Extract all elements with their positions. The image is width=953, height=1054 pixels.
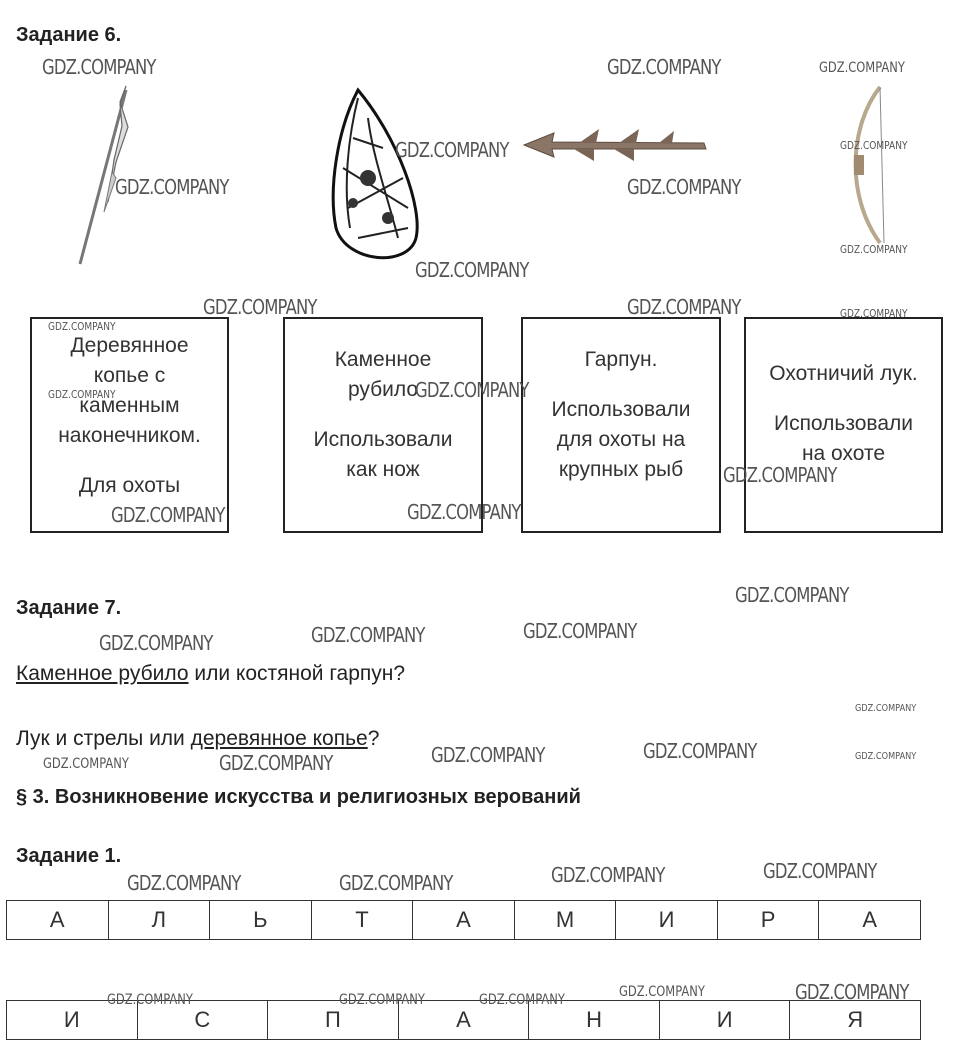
letter-cell: Л [108,901,210,940]
question-1-rest: или костяной гарпун? [188,662,406,685]
watermark: GDZ.COMPANY [99,631,213,655]
watermark: GDZ.COMPANY [523,619,637,643]
watermark: GDZ.COMPANY [115,175,229,199]
letter-cell: Н [529,1001,660,1040]
letter-cell: Ь [210,901,312,940]
question-1 [16,662,405,686]
watermark: GDZ.COMPANY [111,503,225,527]
watermark: GDZ.COMPANY [479,992,565,1008]
watermark: GDZ.COMPANY [431,743,545,767]
watermark: GDZ.COMPANY [855,751,917,762]
letter-cell: И [7,1001,138,1040]
letter-cell: Т [311,901,413,940]
question-1-answer: Каменное рубило [16,662,189,685]
question-2-pre: Лук и стрелы или [16,727,191,750]
letter-cell: А [7,901,109,940]
card-bow-name: Охотничий лук. [769,362,918,385]
watermark: GDZ.COMPANY [43,756,129,772]
task6-heading: Задание 6. [16,24,122,46]
card-harpoon-use: Использовали для охоты на крупных рыб [551,398,691,481]
letter-cell: И [659,1001,790,1040]
task7-heading: Задание 7. [16,597,122,619]
watermark: GDZ.COMPANY [840,243,908,256]
letter-cell: А [413,901,515,940]
watermark: GDZ.COMPANY [840,139,908,152]
card-bow-use: Использовали на охоте [773,412,914,465]
watermark: GDZ.COMPANY [42,55,156,79]
watermark: GDZ.COMPANY [735,583,849,607]
watermark: GDZ.COMPANY [763,859,877,883]
card-bow [744,317,943,533]
card-spear [30,317,229,533]
section-title: § 3. Возникновение искусства и религиозных верований [16,786,581,808]
card-harpoon-name: Гарпун. [584,348,658,371]
watermark: GDZ.COMPANY [395,138,509,162]
watermark: GDZ.COMPANY [415,378,529,402]
card-hand-axe-use: Использовали как нож [313,428,453,481]
letter-cell: А [398,1001,529,1040]
watermark: GDZ.COMPANY [311,623,425,647]
card-spear-use: Для охоты [78,474,181,497]
letter-cell: Я [790,1001,921,1040]
watermark: GDZ.COMPANY [723,463,837,487]
watermark: GDZ.COMPANY [840,307,908,320]
watermark: GDZ.COMPANY [607,55,721,79]
letter-grid-1 [6,900,921,940]
watermark: GDZ.COMPANY [619,984,705,1000]
letter-cell: А [819,901,921,940]
letter-cell: М [514,901,616,940]
watermark: GDZ.COMPANY [643,739,757,763]
watermark: GDZ.COMPANY [415,258,529,282]
card-harpoon [521,317,721,533]
watermark: GDZ.COMPANY [407,500,521,524]
harpoon-icon [524,125,714,165]
bow-icon [840,85,900,245]
watermark: GDZ.COMPANY [127,871,241,895]
watermark: GDZ.COMPANY [339,992,425,1008]
card-spear-name: Деревянное копье с каменным наконечником. [58,334,201,447]
watermark: GDZ.COMPANY [551,863,665,887]
watermark: GDZ.COMPANY [339,871,453,895]
letter-cell: И [616,901,718,940]
task1-heading: Задание 1. [16,845,122,867]
watermark: GDZ.COMPANY [107,992,193,1008]
watermark: GDZ.COMPANY [819,60,905,76]
hand-axe-icon [328,88,428,268]
card-hand-axe-name: Каменное рубило [334,348,432,401]
question-2 [16,727,379,751]
letter-cell: Р [717,901,819,940]
watermark: GDZ.COMPANY [219,751,333,775]
letter-cell: П [268,1001,399,1040]
watermark: GDZ.COMPANY [627,175,741,199]
question-2-rest: ? [367,727,380,750]
question-2-answer: деревянное копье [190,727,368,750]
watermark: GDZ.COMPANY [48,388,116,401]
watermark: GDZ.COMPANY [795,980,909,1004]
watermark: GDZ.COMPANY [627,295,741,319]
watermark: GDZ.COMPANY [855,703,917,714]
watermark: GDZ.COMPANY [203,295,317,319]
letter-cell: С [137,1001,268,1040]
watermark: GDZ.COMPANY [48,320,116,333]
